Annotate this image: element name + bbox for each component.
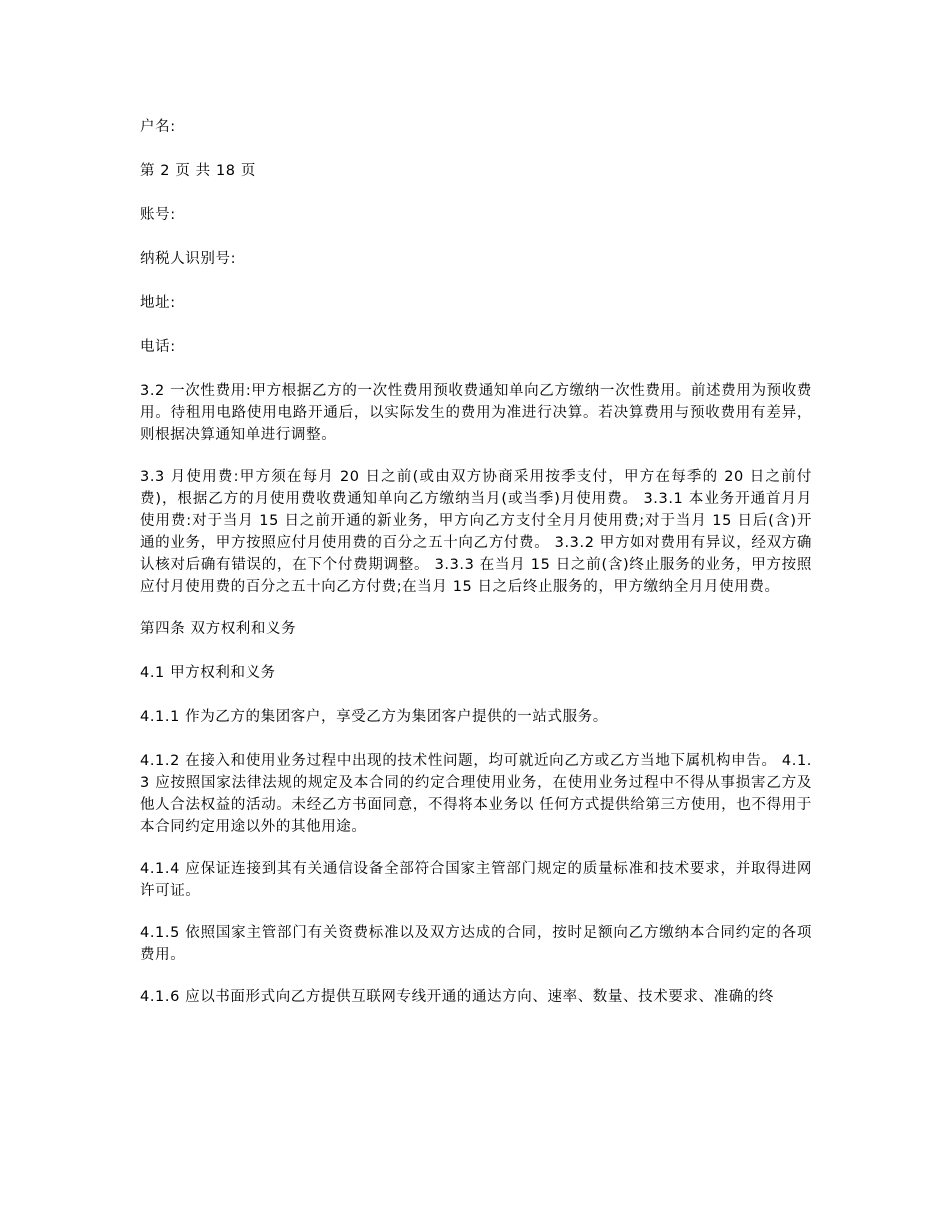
phone-label: 电话:	[140, 339, 176, 355]
clause-4-1-2: 4.1.2 在接入和使用业务过程中出现的技术性问题，均可就近向乙方或乙方当地下属机构申告。 4.1.3 应按照国家法律法规的规定及本合同的约定合理使用业务，在使用业务过程中不得从事损害乙方及他人合法权益的活动。未经乙方书面同意，不得将本业务以 任何方式提供给第三方使用，也不得用于本合同约定用途以外的其他用途。	[140, 753, 812, 835]
page-number: 第 2 页 共 18 页	[140, 163, 256, 179]
address-label: 地址:	[140, 295, 176, 311]
article-4-heading: 第四条 双方权利和义务	[140, 621, 297, 637]
clause-3-2: 3.2 一次性费用:甲方根据乙方的一次性费用预收费通知单向乙方缴纳一次性费用。前述费用为预收费用。待租用电路使用电路开通后，以实际发生的费用为准进行决算。若决算费用与预收费用有差异，则根据决算通知单进行调整。	[140, 383, 812, 443]
clause-4-1-heading: 4.1 甲方权利和义务	[140, 665, 276, 681]
account-name-label: 户名:	[140, 119, 176, 135]
clause-4-1-5: 4.1.5 依照国家主管部门有关资费标准以及双方达成的合同，按时足额向乙方缴纳本合同约定的各项费用。	[140, 925, 812, 963]
clause-4-1-1: 4.1.1 作为乙方的集团客户，享受乙方为集团客户提供的一站式服务。	[140, 709, 608, 725]
clause-4-1-6: 4.1.6 应以书面形式向乙方提供互联网专线开通的通达方向、速率、数量、技术要求、准确的终	[140, 989, 774, 1005]
document-page	[140, 116, 812, 1028]
account-number-label: 账号:	[140, 207, 176, 223]
clause-3-3: 3.3 月使用费:甲方须在每月 20 日之前(或由双方协商采用按季支付，甲方在每季的 20 日之前付费)，根据乙方的月使用费收费通知单向乙方缴纳当月(或当季)月使用费。 3.3.1 本业务开通首月月使用费:对于当月 15 日之前开通的新业务，甲方向乙方支付全月月使用费;对于当月 15 日后(含)开通的业务，甲方按照应付月使用费的百分之五十向乙方付费。 3.3.2 甲方如对费用有异议，经双方确认核对后确有错误的，在下个付费期调整。 3.3.3 在当月 15 日之前(含)终止服务的业务，甲方按照应付月使用费的百分之五十向乙方付费;在当月 15 日之后终止服务的，甲方缴纳全月月使用费。	[140, 469, 812, 595]
taxpayer-id-label: 纳税人识别号:	[140, 251, 237, 267]
clause-4-1-4: 4.1.4 应保证连接到其有关通信设备全部符合国家主管部门规定的质量标准和技术要求，并取得进网许可证。	[140, 861, 812, 899]
